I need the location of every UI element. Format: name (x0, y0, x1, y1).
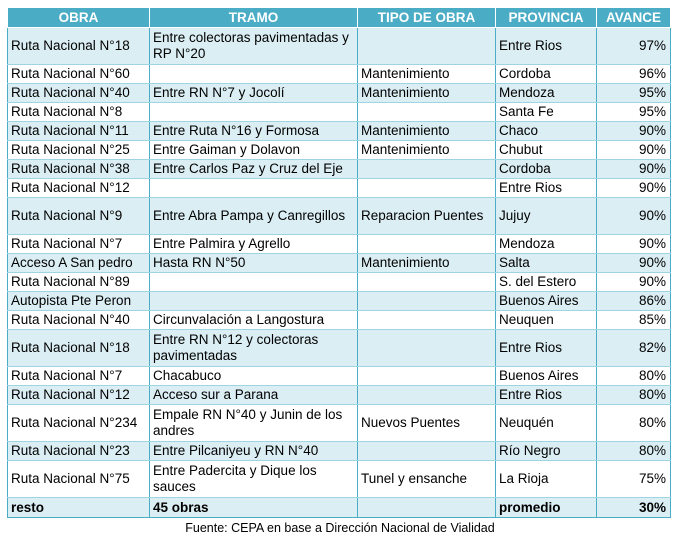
table-row (8, 442, 671, 461)
tipo-cell: Mantenimiento (358, 84, 496, 103)
header-tramo: TRAMO (150, 8, 358, 28)
tipo-cell: Mantenimiento (358, 65, 496, 84)
tramo-cell: Entre Abra Pampa y Canregillos (150, 198, 358, 235)
avance-cell: 80% (597, 442, 671, 461)
tramo-cell: Entre RN N°12 y colectoras pavimentadas (150, 330, 358, 367)
header-row (8, 8, 671, 28)
obras-table (7, 7, 671, 518)
table-row (8, 367, 671, 386)
tramo-cell (150, 292, 358, 311)
avance-cell: 95% (597, 84, 671, 103)
avance-cell: 80% (597, 405, 671, 442)
obra-cell: Ruta Nacional N°40 (8, 84, 150, 103)
table-row (8, 405, 671, 442)
obra-cell: Ruta Nacional N°40 (8, 311, 150, 330)
provincia-cell: Entre Rios (496, 330, 597, 367)
tramo-cell: Hasta RN N°50 (150, 254, 358, 273)
table-row (8, 292, 671, 311)
avance-cell: 90% (597, 141, 671, 160)
header-obra: OBRA (8, 8, 150, 28)
provincia-cell: Jujuy (496, 198, 597, 235)
tipo-cell (358, 179, 496, 198)
obra-cell: Ruta Nacional N°23 (8, 442, 150, 461)
avance-cell: 90% (597, 122, 671, 141)
footer-avance: 30% (597, 498, 671, 518)
avance-cell: 80% (597, 386, 671, 405)
table-row (8, 84, 671, 103)
obra-cell: Ruta Nacional N°11 (8, 122, 150, 141)
tramo-cell: Entre Palmira y Agrello (150, 235, 358, 254)
avance-cell: 90% (597, 235, 671, 254)
tipo-cell: Reparacion Puentes (358, 198, 496, 235)
tipo-cell (358, 103, 496, 122)
table-row (8, 254, 671, 273)
footer-tramo: 45 obras (150, 498, 358, 518)
footer-row (8, 498, 671, 518)
provincia-cell: Chubut (496, 141, 597, 160)
provincia-cell: Mendoza (496, 84, 597, 103)
obra-cell: Acceso A San pedro (8, 254, 150, 273)
tipo-cell (358, 28, 496, 65)
provincia-cell: Entre Rios (496, 28, 597, 65)
provincia-cell: Cordoba (496, 65, 597, 84)
header-provincia: PROVINCIA (496, 8, 597, 28)
obra-cell: Ruta Nacional N°8 (8, 103, 150, 122)
table-row (8, 235, 671, 254)
tipo-cell (358, 367, 496, 386)
obra-cell: Ruta Nacional N°75 (8, 461, 150, 498)
tramo-cell: Entre colectoras pavimentadas y RP N°20 (150, 28, 358, 65)
table-row (8, 179, 671, 198)
obra-cell: Autopista Pte Peron (8, 292, 150, 311)
footer-obra: resto (8, 498, 150, 518)
header-avance: AVANCE (597, 8, 671, 28)
table-row (8, 461, 671, 498)
tramo-cell: Entre RN N°7 y Jocolí (150, 84, 358, 103)
tipo-cell (358, 292, 496, 311)
tipo-cell (358, 273, 496, 292)
provincia-cell: Buenos Aires (496, 292, 597, 311)
tramo-cell: Empale RN N°40 y Junin de los andres (150, 405, 358, 442)
avance-cell: 90% (597, 273, 671, 292)
provincia-cell: Buenos Aires (496, 367, 597, 386)
tramo-cell: Entre Ruta N°16 y Formosa (150, 122, 358, 141)
tramo-cell: Entre Carlos Paz y Cruz del Eje (150, 160, 358, 179)
provincia-cell: Cordoba (496, 160, 597, 179)
provincia-cell: Santa Fe (496, 103, 597, 122)
footer-tipo (358, 498, 496, 518)
tipo-cell: Mantenimiento (358, 141, 496, 160)
avance-cell: 82% (597, 330, 671, 367)
tipo-cell: Mantenimiento (358, 254, 496, 273)
obra-cell: Ruta Nacional N°7 (8, 367, 150, 386)
provincia-cell: S. del Estero (496, 273, 597, 292)
tipo-cell (358, 386, 496, 405)
obra-cell: Ruta Nacional N°7 (8, 235, 150, 254)
table-row (8, 28, 671, 65)
provincia-cell: Entre Rios (496, 179, 597, 198)
tipo-cell (358, 311, 496, 330)
tramo-cell (150, 273, 358, 292)
table-row (8, 311, 671, 330)
provincia-cell: Chaco (496, 122, 597, 141)
obra-cell: Ruta Nacional N°234 (8, 405, 150, 442)
tipo-cell (358, 160, 496, 179)
tipo-cell: Tunel y ensanche (358, 461, 496, 498)
avance-cell: 90% (597, 198, 671, 235)
provincia-cell: Neuquen (496, 311, 597, 330)
table-row (8, 160, 671, 179)
avance-cell: 96% (597, 65, 671, 84)
table-row (8, 330, 671, 367)
tramo-cell (150, 65, 358, 84)
obra-cell: Ruta Nacional N°9 (8, 198, 150, 235)
tramo-cell: Chacabuco (150, 367, 358, 386)
avance-cell: 90% (597, 179, 671, 198)
tipo-cell: Nuevos Puentes (358, 405, 496, 442)
avance-cell: 97% (597, 28, 671, 65)
obra-cell: Ruta Nacional N°18 (8, 330, 150, 367)
obra-cell: Ruta Nacional N°89 (8, 273, 150, 292)
tramo-cell: Entre Padercita y Dique los sauces (150, 461, 358, 498)
avance-cell: 75% (597, 461, 671, 498)
obra-cell: Ruta Nacional N°25 (8, 141, 150, 160)
provincia-cell: Río Negro (496, 442, 597, 461)
header-tipo: TIPO DE OBRA (358, 8, 496, 28)
obra-cell: Ruta Nacional N°12 (8, 386, 150, 405)
obra-cell: Ruta Nacional N°60 (8, 65, 150, 84)
tramo-cell: Circunvalación a Langostura (150, 311, 358, 330)
avance-cell: 85% (597, 311, 671, 330)
tramo-cell (150, 103, 358, 122)
table-row (8, 386, 671, 405)
avance-cell: 86% (597, 292, 671, 311)
footer-provincia: promedio (496, 498, 597, 518)
tipo-cell: Mantenimiento (358, 122, 496, 141)
tramo-cell: Entre Gaiman y Dolavon (150, 141, 358, 160)
tramo-cell (150, 179, 358, 198)
tipo-cell (358, 442, 496, 461)
avance-cell: 90% (597, 254, 671, 273)
tramo-cell: Acceso sur a Parana (150, 386, 358, 405)
provincia-cell: Neuquén (496, 405, 597, 442)
tramo-cell: Entre Pilcaniyeu y RN N°40 (150, 442, 358, 461)
tipo-cell (358, 330, 496, 367)
avance-cell: 90% (597, 160, 671, 179)
avance-cell: 80% (597, 367, 671, 386)
provincia-cell: Mendoza (496, 235, 597, 254)
obra-cell: Ruta Nacional N°38 (8, 160, 150, 179)
provincia-cell: Entre Rios (496, 386, 597, 405)
table-row (8, 198, 671, 235)
table-row (8, 65, 671, 84)
avance-cell: 95% (597, 103, 671, 122)
obra-cell: Ruta Nacional N°18 (8, 28, 150, 65)
table-row (8, 122, 671, 141)
table-row (8, 273, 671, 292)
table-row (8, 103, 671, 122)
table-row (8, 141, 671, 160)
provincia-cell: La Rioja (496, 461, 597, 498)
tipo-cell (358, 235, 496, 254)
obra-cell: Ruta Nacional N°12 (8, 179, 150, 198)
source-note: Fuente: CEPA en base a Dirección Nacional de Vialidad (185, 521, 495, 535)
provincia-cell: Salta (496, 254, 597, 273)
